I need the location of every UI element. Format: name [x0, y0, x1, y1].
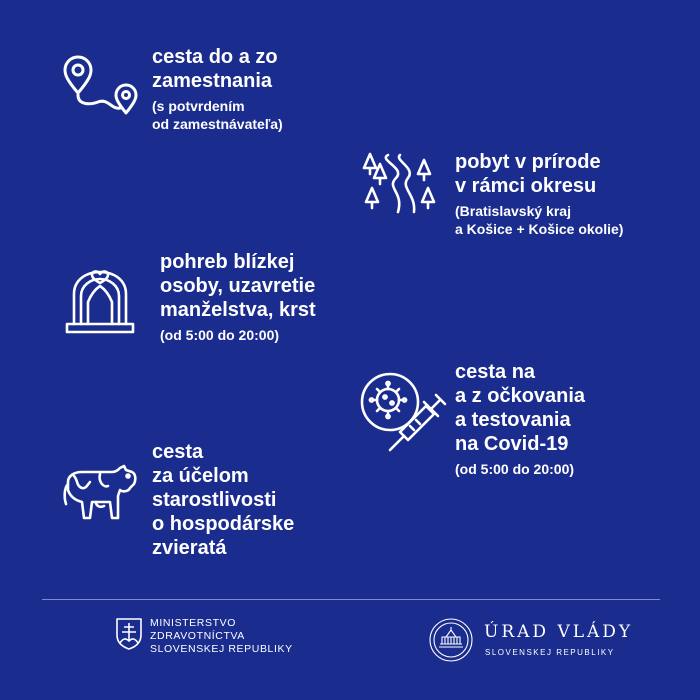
- commute-work-note: (s potvrdením od zamestnávateľa): [152, 98, 283, 132]
- commute-work-item: [152, 45, 283, 133]
- nature-district-item: [455, 150, 623, 238]
- government-seal-icon: [428, 617, 474, 663]
- livestock-title: cesta za účelom starostlivosti o hospodárske zvieratá: [152, 441, 295, 559]
- wedding-arch-icon: [64, 262, 136, 336]
- commute-work-title: cesta do a zo zamestnania: [152, 46, 278, 92]
- livestock-item: [152, 440, 294, 560]
- urad-vlady-title: ÚRAD VLÁDY: [484, 622, 634, 642]
- ceremony-item: [160, 250, 316, 344]
- cow-icon: [60, 462, 140, 526]
- nature-district-note: (Bratislavský kraj a Košice + Košice okolie): [455, 203, 624, 237]
- slovak-coat-of-arms-icon: [115, 617, 143, 651]
- virus-syringe-icon: [358, 368, 448, 458]
- vaccination-title: cesta na a z očkovania a testovania na Covid-19: [455, 361, 586, 455]
- nature-district-title: pobyt v prírode v rámci okresu: [455, 151, 601, 197]
- footer-divider: [42, 599, 660, 600]
- trees-road-icon: [358, 150, 438, 215]
- vaccination-hours: (od 5:00 do 20:00): [455, 461, 575, 477]
- urad-vlady-subtitle: SLOVENSKEJ REPUBLIKY: [485, 648, 615, 657]
- ceremony-hours: (od 5:00 do 20:00): [160, 327, 280, 343]
- route-pins-icon: [62, 55, 142, 120]
- ceremony-title: pohreb blízkej osoby, uzavretie manželstva, krst: [160, 251, 316, 321]
- vaccination-item: [455, 360, 585, 478]
- ministry-logo-text: MINISTERSTVO ZDRAVOTNÍCTVA SLOVENSKEJ REPUBLIKY: [150, 617, 293, 655]
